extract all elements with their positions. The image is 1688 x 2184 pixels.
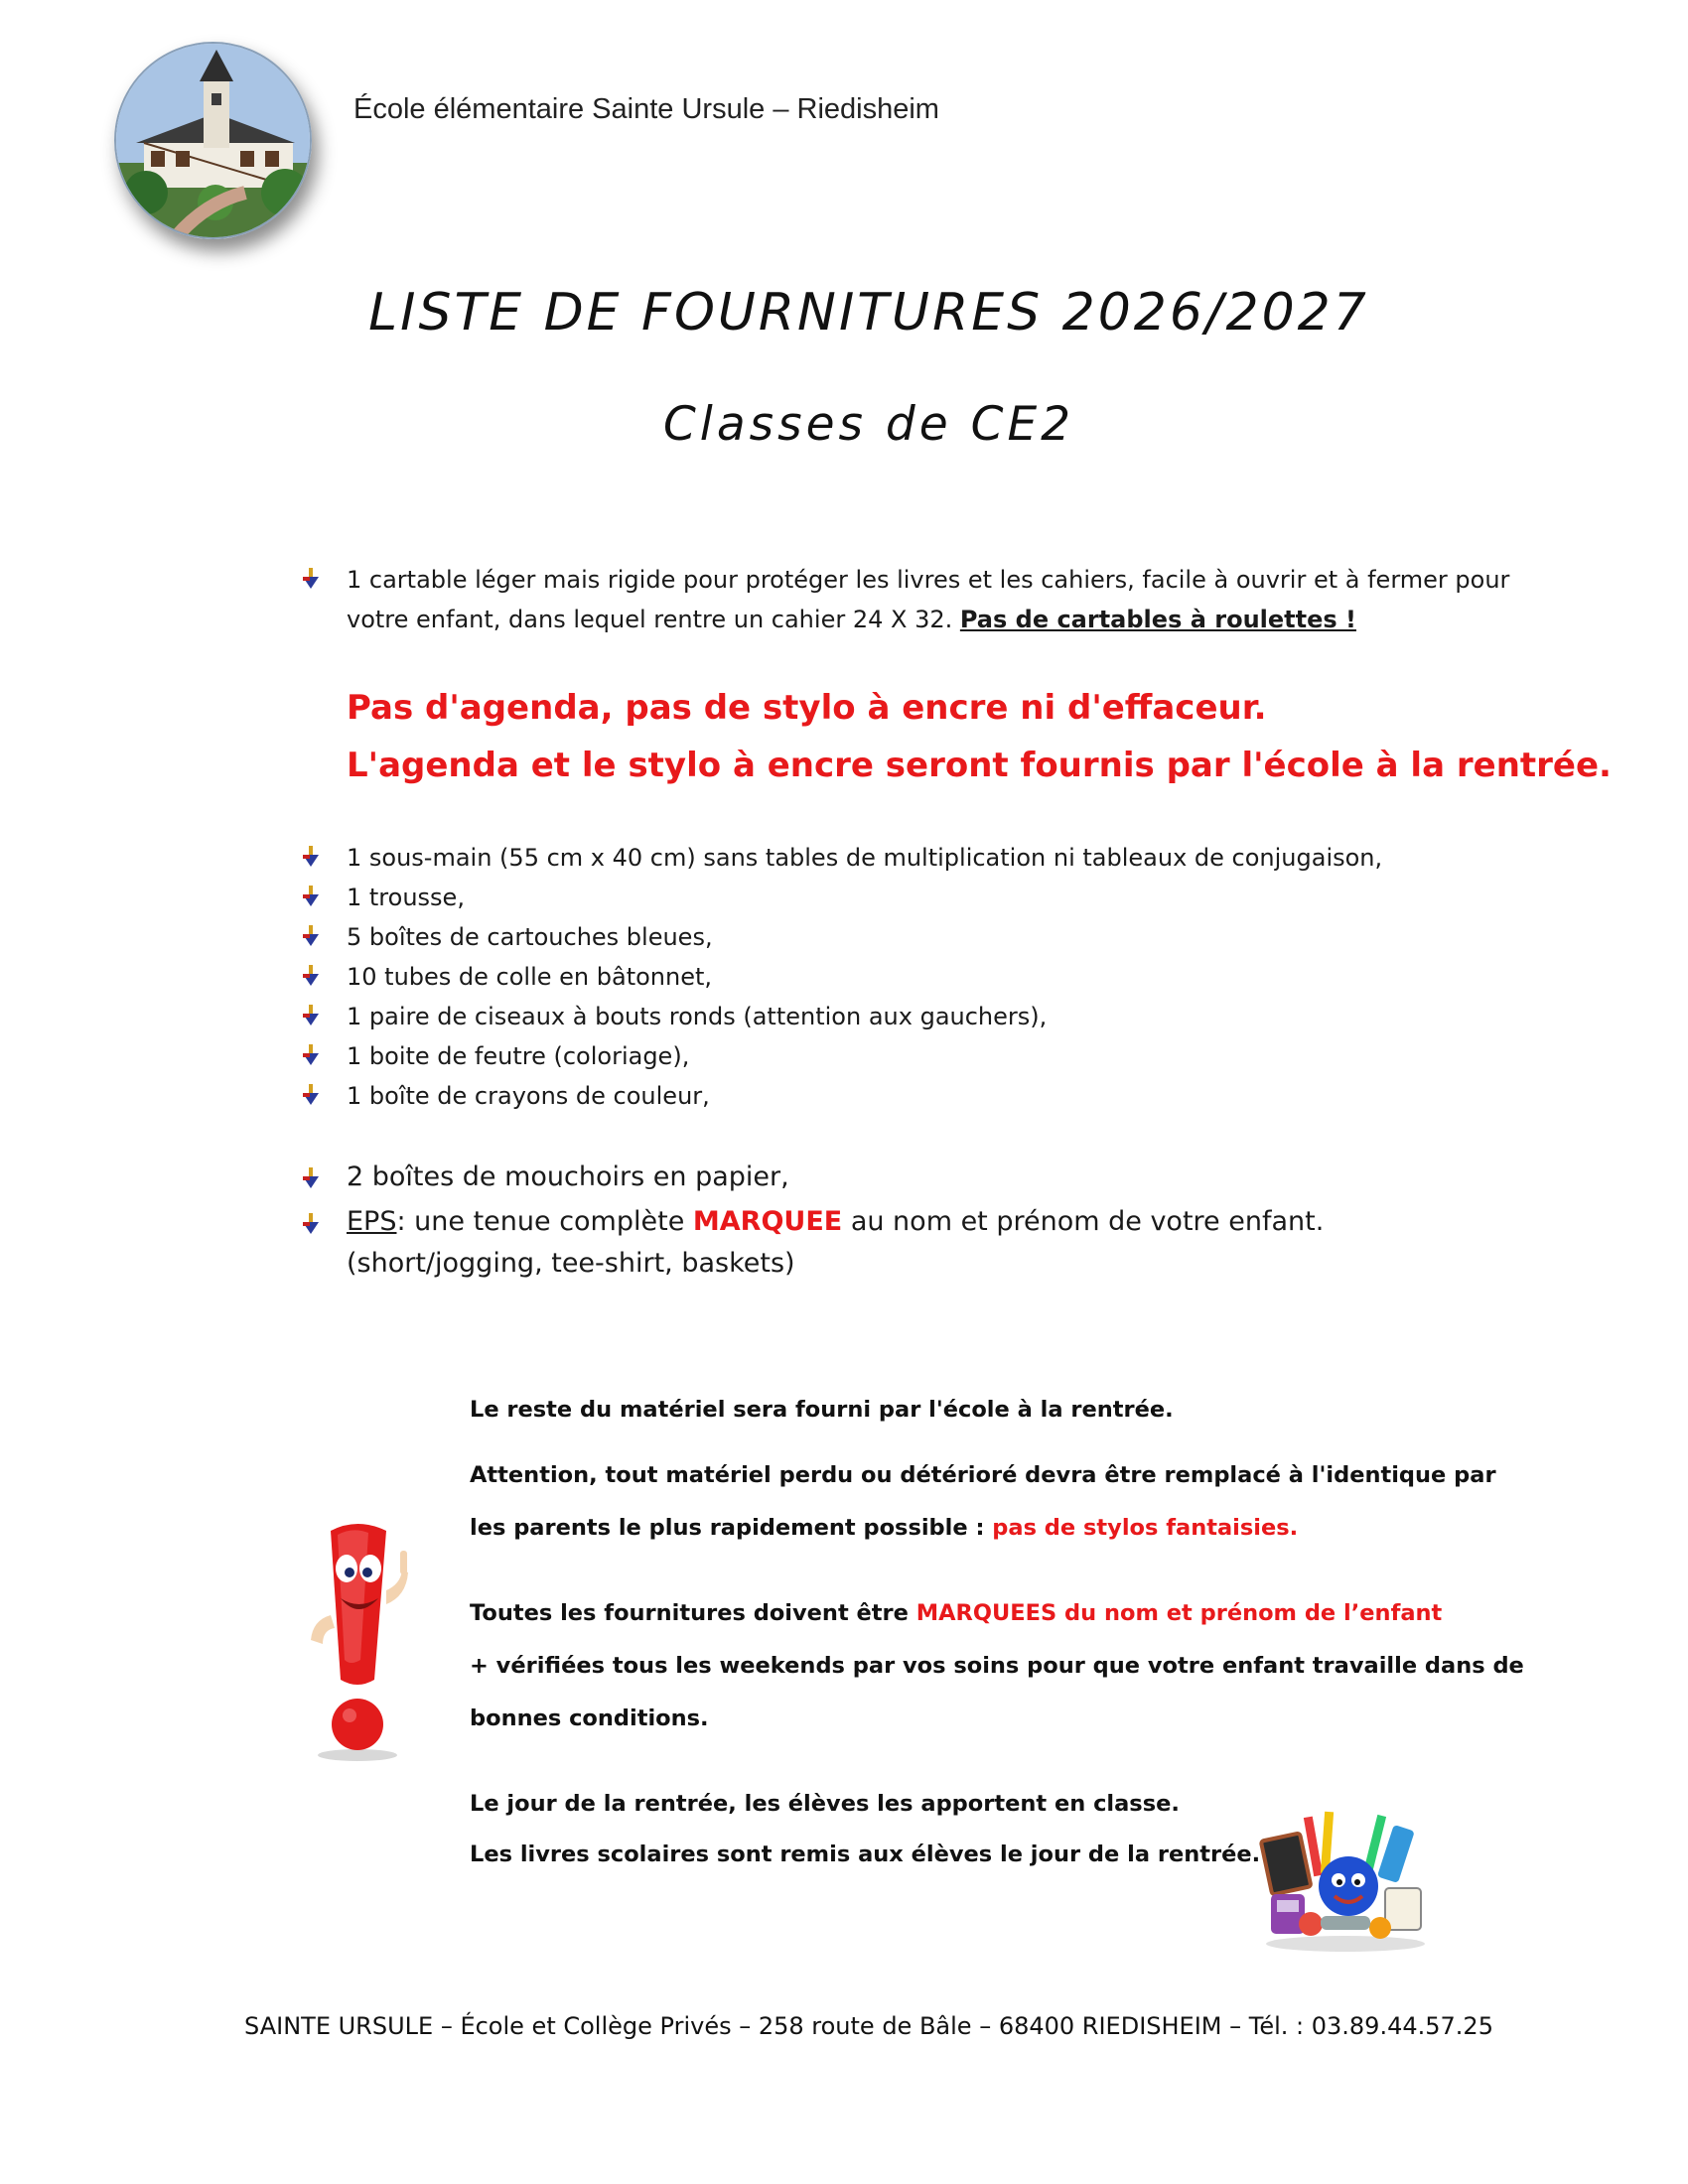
note-mark-line [470, 1600, 1442, 1626]
item-eps [347, 1206, 1324, 1237]
no-rolling-bags-note: Pas de cartables à roulettes ! [959, 606, 1356, 633]
eps-label: EPS [347, 1206, 397, 1237]
list-item: 1 trousse, [347, 884, 465, 911]
item-cartable-line2 [347, 606, 1356, 633]
school-supplies-illustration [1251, 1807, 1435, 1956]
note-day-line-2: Les livres scolaires sont remis aux élèves le jour de la rentrée. [470, 1842, 1261, 1867]
arrow-bullet-icon [303, 1167, 319, 1189]
exclamation-mascot-icon [283, 1521, 432, 1764]
arrow-bullet-icon [303, 925, 319, 947]
list-item: 1 boîte de crayons de couleur, [347, 1082, 710, 1110]
list-item: 1 sous-main (55 cm x 40 cm) sans tables de multiplication ni tableaux de conjugaison, [347, 844, 1383, 872]
warning-line-2: L'agenda et le stylo à encre seront fournis par l'école à la rentrée. [347, 746, 1612, 785]
list-item: 10 tubes de colle en bâtonnet, [347, 963, 713, 991]
note-mark-text: Toutes les fournitures doivent être [470, 1600, 916, 1626]
item-cartable-text: votre enfant, dans lequel rentre un cahier 24 X 32. [347, 606, 960, 633]
note-check-line-2: bonnes conditions. [470, 1706, 709, 1731]
note-mark-red: MARQUEES du nom et prénom de l’enfant [915, 1600, 1443, 1626]
page-title: LISTE DE FOURNITURES 2026/2027 [368, 283, 1369, 342]
note-rest-provided: Le reste du matériel sera fourni par l'école à la rentrée. [470, 1397, 1174, 1423]
item-cartable-line1: 1 cartable léger mais rigide pour protéger les livres et les cahiers, facile à ouvrir et à fermer pour [347, 566, 1510, 594]
arrow-bullet-icon [303, 1044, 319, 1066]
page-subtitle: Classes de CE2 [662, 397, 1075, 452]
note-attention-line-2 [470, 1515, 1298, 1541]
note-attention-line-1: Attention, tout matériel perdu ou détérioré devra être remplacé à l'identique par [470, 1462, 1496, 1488]
arrow-bullet-icon [303, 568, 319, 590]
eps-text: : une tenue complète [396, 1206, 693, 1237]
list-item: 1 boite de feutre (coloriage), [347, 1042, 690, 1070]
note-no-fancy-pens: pas de stylos fantaisies. [992, 1515, 1299, 1541]
item-eps-detail: (short/jogging, tee-shirt, baskets) [347, 1248, 795, 1279]
arrow-bullet-icon [303, 965, 319, 987]
note-day-line-1: Le jour de la rentrée, les élèves les apportent en classe. [470, 1791, 1180, 1817]
school-logo [114, 42, 312, 239]
eps-marked: MARQUEE [692, 1206, 843, 1237]
warning-line-1: Pas d'agenda, pas de stylo à encre ni d'effaceur. [347, 688, 1267, 728]
arrow-bullet-icon [303, 1084, 319, 1106]
arrow-bullet-icon [303, 1005, 319, 1026]
arrow-bullet-icon [303, 846, 319, 868]
arrow-bullet-icon [303, 1213, 319, 1235]
list-item: 5 boîtes de cartouches bleues, [347, 923, 713, 951]
school-name: École élémentaire Sainte Ursule – Riedisheim [353, 93, 939, 125]
note-check-line-1: + vérifiées tous les weekends par vos soins pour que votre enfant travaille dans de [470, 1653, 1524, 1679]
list-item: 1 paire de ciseaux à bouts ronds (attention aux gauchers), [347, 1003, 1048, 1030]
item-tissues: 2 boîtes de mouchoirs en papier, [347, 1161, 789, 1192]
arrow-bullet-icon [303, 886, 319, 907]
footer-address: SAINTE URSULE – École et Collège Privés – 258 route de Bâle – 68400 RIEDISHEIM – Tél. : 03.89.44.57.25 [244, 2012, 1493, 2040]
eps-text-2: au nom et prénom de votre enfant. [842, 1206, 1325, 1237]
note-attention-text: les parents le plus rapidement possible : [470, 1515, 993, 1541]
